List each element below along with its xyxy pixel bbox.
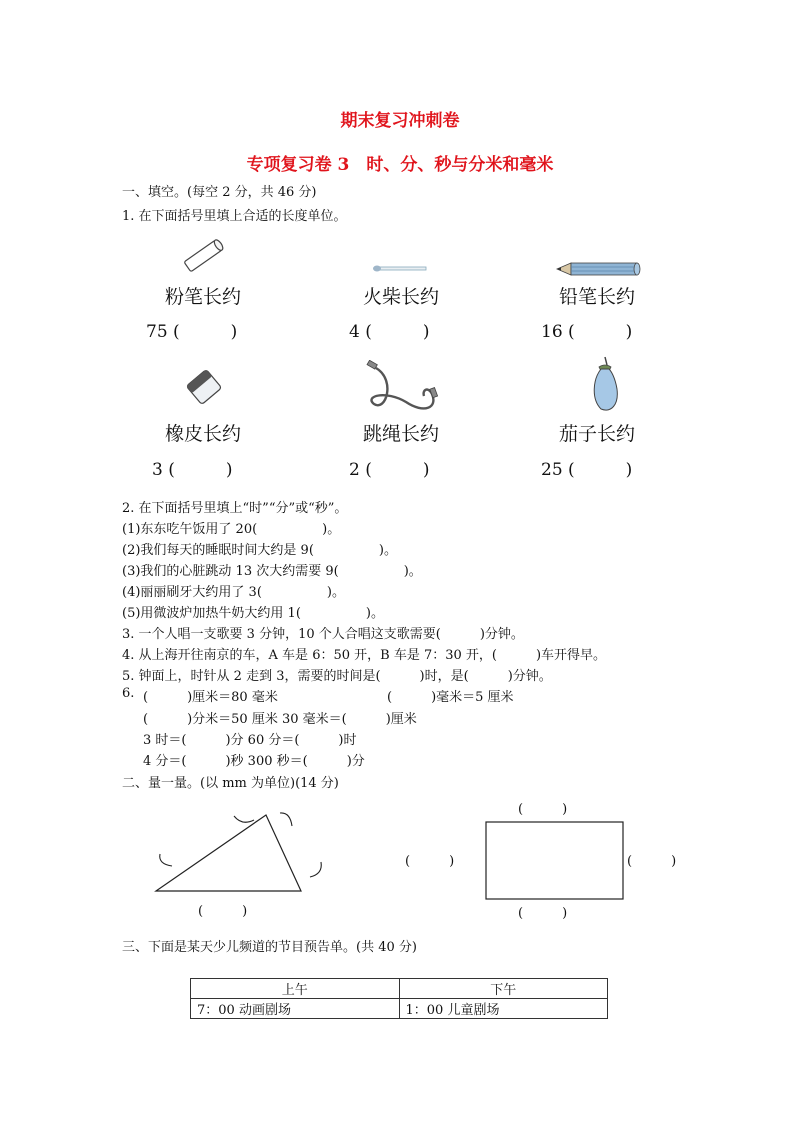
item-answer-chalk[interactable]: 75 ( ) (146, 322, 238, 342)
chalk-icon (178, 236, 228, 276)
table-header-afternoon: 下午 (399, 979, 608, 999)
page-subtitle: 专项复习卷 3 时、分、秒与分米和毫米 (246, 155, 554, 175)
q6-d[interactable]: 3 时＝( )分 60 分＝( )时 (143, 733, 357, 748)
section1-heading: 一、填空。(每空 2 分，共 46 分) (122, 185, 317, 200)
q2-text: 2. 在下面括号里填上“时”“分”或“秒”。 (122, 501, 348, 516)
triangle-bracket-top-right (278, 810, 296, 830)
q2-item[interactable]: (3)我们的心脏跳动 13 次大约需要 9( )。 (122, 564, 422, 579)
q5-text[interactable]: 5. 钟面上，时针从 2 走到 3，需要的时间是( )时，是( )分钟。 (122, 669, 552, 684)
item-answer-jump-rope[interactable]: 2 ( ) (349, 460, 430, 480)
rectangle-top-answer[interactable]: ( ) (518, 802, 568, 817)
q6-c[interactable]: ( )分米＝50 厘米 30 毫米＝( )厘米 (143, 712, 417, 727)
q6-b[interactable]: ( )毫米＝5 厘米 (387, 690, 514, 705)
item-answer-eggplant[interactable]: 25 ( ) (541, 460, 633, 480)
item-answer-matchstick[interactable]: 4 ( ) (349, 322, 430, 342)
q4-text[interactable]: 4. 从上海开往南京的车，A 车是 6：50 开，B 车是 7：30 开，( )车开得早。 (122, 648, 607, 663)
matchstick-icon (370, 262, 430, 276)
pencil-icon (555, 258, 645, 280)
rectangle-left-answer[interactable]: ( ) (405, 854, 455, 869)
table-row (191, 999, 608, 1019)
q2-item[interactable]: (2)我们每天的睡眠时间大约是 9( )。 (122, 543, 397, 558)
triangle-bracket-top-left (232, 814, 256, 828)
q2-item[interactable]: (5)用微波炉加热牛奶大约用 1( )。 (122, 606, 384, 621)
section3-heading: 三、下面是某天少儿频道的节目预告单。(共 40 分) (122, 940, 417, 955)
rectangle-right-answer[interactable]: ( ) (627, 854, 677, 869)
triangle-bracket-left (156, 852, 174, 868)
item-label-matchstick: 火柴长约 (363, 286, 440, 308)
item-label-chalk: 粉笔长约 (165, 286, 242, 308)
program-schedule-table (190, 978, 608, 1019)
q6-label: 6. (122, 686, 135, 701)
q2-item[interactable]: (4)丽丽刷牙大约用了 3( )。 (122, 585, 345, 600)
q6-e[interactable]: 4 分＝( )秒 300 秒＝( )分 (143, 754, 365, 769)
rectangle-bottom-answer[interactable]: ( ) (518, 906, 568, 921)
table-cell: 1：00 儿童剧场 (399, 999, 608, 1019)
item-answer-eraser[interactable]: 3 ( ) (152, 460, 233, 480)
eraser-icon (183, 365, 225, 410)
item-label-pencil: 铅笔长约 (559, 286, 636, 308)
q3-text[interactable]: 3. 一个人唱一支歌要 3 分钟，10 个人合唱这支歌需要( )分钟。 (122, 627, 524, 642)
section2-heading: 二、量一量。(以 mm 为单位)(14 分) (122, 776, 339, 791)
q6-a[interactable]: ( )厘米＝80 毫米 (143, 690, 278, 705)
item-answer-pencil[interactable]: 16 ( ) (541, 322, 633, 342)
item-label-jump-rope: 跳绳长约 (363, 423, 440, 445)
table-header-morning: 上午 (191, 979, 400, 999)
item-label-eggplant: 茄子长约 (559, 423, 636, 445)
table-header-row (191, 979, 608, 999)
q1-text: 1. 在下面括号里填上合适的长度单位。 (122, 209, 347, 224)
page-title: 期末复习冲刺卷 (340, 111, 460, 131)
jump-rope-icon (366, 360, 446, 415)
table-cell: 7：00 动画剧场 (191, 999, 400, 1019)
q2-item[interactable]: (1)东东吃午饭用了 20( )。 (122, 522, 341, 537)
triangle-bracket-right (307, 860, 325, 880)
rectangle-shape (485, 821, 625, 901)
eggplant-icon (587, 355, 623, 413)
triangle-bottom-answer[interactable]: ( ) (198, 904, 248, 919)
item-label-eraser: 橡皮长约 (165, 423, 242, 445)
